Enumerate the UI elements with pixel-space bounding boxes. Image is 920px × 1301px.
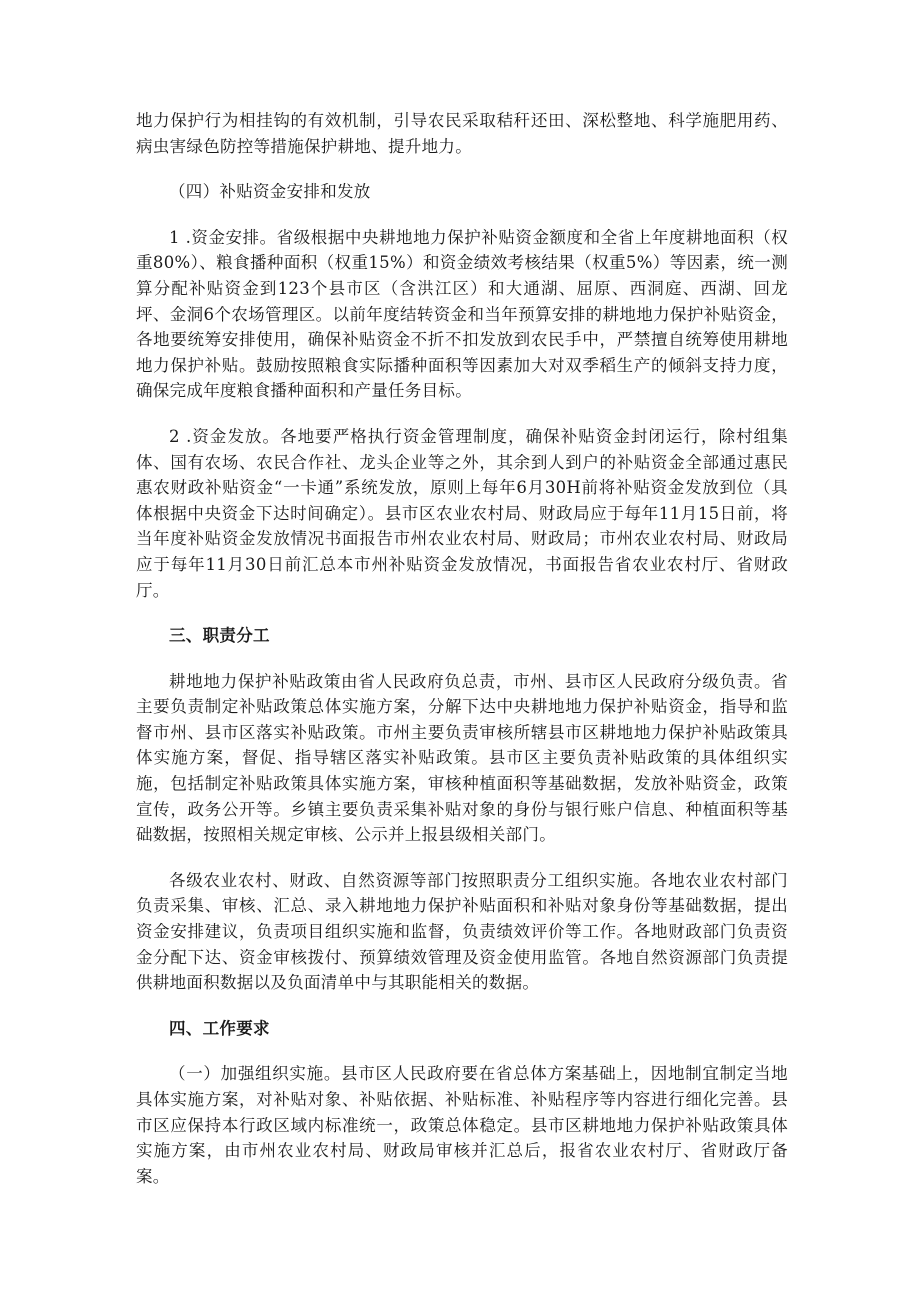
paragraph-continuation: 地力保护行为相挂钩的有效机制，引导农民采取秸秆还田、深松整地、科学施肥用药、病虫害绿色防控等措施保护耕地、提升地力。 (136, 111, 788, 156)
paragraph-responsibilities-1: 耕地地力保护补贴政策由省人民政府负总责，市州、县市区人民政府分级负责。省主要负责制定补贴政策总体实施方案，分解下达中央耕地地力保护补贴资金，指导和监督市州、县市区落实补贴政策。市州主要负责审核所辖县市区耕地地力保护补贴政策具体实施方案，督促、指导辖区落实补贴政策。县市区主要负责补贴政策的具体组织实施，包括制定补贴政策具体实施方案，审核种植面积等基础数据，发放补贴资金，政策宣传，政务公开等。乡镇主要负责采集补贴对象的身份与银行账户信息、种植面积等基础数据，按照相关规定审核、公示并上报县级相关部门。 (136, 671, 788, 845)
paragraph-organization: （一）加强组织实施。县市区人民政府要在省总体方案基础上，因地制宜制定当地具体实施方案，对补贴对象、补贴依据、补贴标准、补贴程序等内容进行细化完善。县市区应保持本行政区域内标准统一，政策总体稳定。县市区耕地地力保护补贴政策具体实施方案，由市州农业农村局、财政局审核并汇总后，报省农业农村厅、省财政厅备案。 (136, 1064, 788, 1186)
section-heading-responsibilities: 三、职责分工 (169, 626, 270, 646)
section-heading-work-requirements: 四、工作要求 (169, 1018, 270, 1038)
paragraph-fund-arrangement: 1 .资金安排。省级根据中央耕地地力保护补贴资金额度和全省上年度耕地面积（权重80%）、粮食播种面积（权重15%）和资金绩效考核结果（权重5%）等因素，统一测算分配补贴资金到123个县市区（含洪江区）和大通湖、屈原、西洞庭、西湖、回龙坪、金洞6个农场管理区。以前年度结转资金和当年预算安排的耕地地力保护补贴资金，各地要统筹安排使用，确保补贴资金不折不扣发放到农民手中，严禁擅自统筹使用耕地地力保护补贴。鼓励按照粮食实际播种面积等因素加大对双季稻生产的倾斜支持力度，确保完成年度粮食播种面积和产量任务目标。 (136, 227, 788, 401)
document-page (136, 108, 788, 1209)
paragraph-fund-distribution: 2 .资金发放。各地要严格执行资金管理制度，确保补贴资金封闭运行，除村组集体、国有农场、农民合作社、龙头企业等之外，其余到人到户的补贴资金全部通过惠民惠农财政补贴资金“一卡通”系统发放，原则上每年6月30H前将补贴资金发放到位（具体根据中央资金下达时间确定）。县市区农业农村局、财政局应于每年11月15日前，将当年度补贴资金发放情况书面报告市州农业农村局、财政局；市州农业农村局、财政局应于每年11月30日前汇总本市州补贴资金发放情况，书面报告省农业农村厅、省财政厅。 (136, 426, 788, 600)
paragraph-responsibilities-2: 各级农业农村、财政、自然资源等部门按照职责分工组织实施。各地农业农村部门负责采集、审核、汇总、录入耕地地力保护补贴面积和补贴对象身份等基础数据，提出资金安排建议，负责项目组织实施和监督，负责绩效评价等工作。各地财政部门负责资金分配下达、资金审核拨付、预算绩效管理及资金使用监管。各地自然资源部门负责提供耕地面积数据以及负面清单中与其职能相关的数据。 (136, 870, 788, 993)
section-heading-subsidy-funds: （四）补贴资金安排和发放 (169, 182, 371, 202)
